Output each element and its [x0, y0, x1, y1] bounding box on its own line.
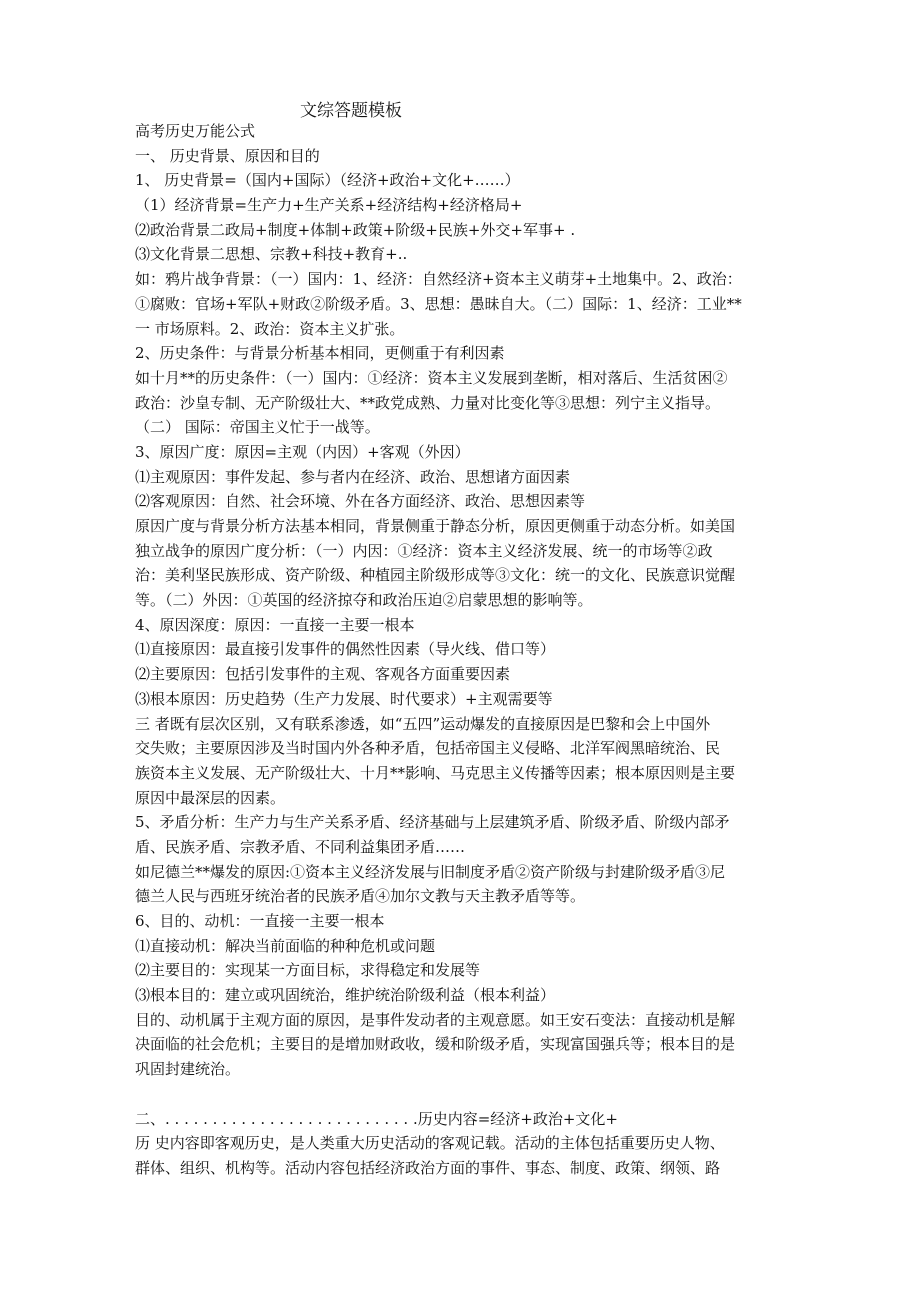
document-title: 文综答题模板	[300, 101, 402, 121]
text-line: 交失败；主要原因涉及当时国内外各种矛盾，包括帝国主义侵略、北洋军阀黑暗统治、民	[135, 739, 721, 758]
text-line: ⑶根本目的：建立或巩固统治，维护统治阶级利益（根本利益）	[135, 986, 556, 1005]
text-line: ⑵客观原因：自然、社会环境、外在各方面经济、政治、思想因素等	[135, 492, 586, 511]
text-line: 独立战争的原因广度分析：（一）内因：①经济：资本主义经济发展、统一的市场等②政	[135, 541, 713, 560]
text-line: ⑵主要原因：包括引发事件的主观、客观各方面重要因素	[135, 665, 511, 684]
text-line: 如十月**的历史条件：（一）国内：①经济：资本主义发展到垄断，相对落后、生活贫困②	[135, 368, 728, 387]
text-line: 3、原因广度：原因=主观（内因）+客观（外因）	[135, 442, 470, 461]
text-line: 目的、动机属于主观方面的原因，是事件发动者的主观意愿。如王安石变法：直接动机是解	[135, 1010, 736, 1029]
text-line: ①腐败：官场+军队+财政②阶级矛盾。3、思想：愚昧自大。（二）国际：1、经济：工业**	[135, 294, 742, 313]
text-line: 三 者既有层次区别，又有联系渗透，如“五四”运动爆发的直接原因是巴黎和会上中国外	[135, 714, 711, 733]
text-line: 政治：沙皇专制、无产阶级壮大、**政党成熟、力量对比变化等③思想：列宁主义指导。	[135, 393, 721, 412]
text-line: 1、 历史背景=（国内+国际）（经济+政治+文化+……）	[135, 171, 520, 190]
text-line: 等。（二）外因：①英国的经济掠夺和政治压迫②启蒙思想的影响等。	[135, 591, 593, 610]
text-line: （1）经济背景=生产力+生产关系+经济结构+经济格局+	[135, 196, 523, 215]
document-body	[135, 119, 800, 1181]
text-line: ⑵主要目的：实现某一方面目标，求得稳定和发展等	[135, 961, 481, 980]
blank-line	[135, 1082, 800, 1107]
text-line: 历 史内容即客观历史，是人类重大历史活动的客观记载。活动的主体包括重要历史人物、	[135, 1134, 725, 1153]
text-line: ⑶文化背景二思想、宗教+科技+教育+..	[135, 245, 408, 264]
text-line: 2、历史条件：与背景分析基本相同，更侧重于有利因素	[135, 344, 505, 363]
text-line: 原因广度与背景分析方法基本相同，背景侧重于静态分析，原因更侧重于动态分析。如美国	[135, 517, 736, 535]
text-line: ⑴直接原因：最直接引发事件的偶然性因素（导火线、借口等）	[135, 640, 556, 659]
text-line: 二、. . . . . . . . . . . . . . . . . . . . . . . . . . .历史内容=经济+政治+文化+	[135, 1109, 618, 1128]
text-line: 族资本主义发展、无产阶级壮大、十月**影响、马克思主义传播等因素；根本原因则是主要	[135, 763, 736, 782]
text-line: ⑴直接动机：解决当前面临的种种危机或问题	[135, 936, 436, 955]
text-line: 决面临的社会危机；主要目的是增加财政收，缓和阶级矛盾，实现富国强兵等；根本目的是	[135, 1035, 736, 1054]
text-line: 如尼德兰**爆发的原因:①资本主义经济发展与旧制度矛盾②资产阶级与封建阶级矛盾③尼	[135, 862, 726, 881]
text-line: ⑴主观原因：事件发起、参与者内在经济、政治、思想诸方面因素	[135, 467, 571, 486]
text-line: 4、原因深度：原因：一直接一主要一根本	[135, 615, 415, 634]
text-line: 一 市场原料。2、政治：资本主义扩张。	[135, 319, 405, 338]
text-line: 6、目的、动机：一直接一主要一根本	[135, 912, 385, 930]
text-line: ⑶根本原因：历史趋势（生产力发展、时代要求）+主观需要等	[135, 689, 553, 708]
text-line: 盾、民族矛盾、宗教矛盾、不同利益集团矛盾……	[135, 837, 466, 856]
text-line: 高考历史万能公式	[135, 122, 256, 140]
text-line: 5、矛盾分析：生产力与生产关系矛盾、经济基础与上层建筑矛盾、阶级矛盾、阶级内部矛	[135, 813, 730, 832]
text-line: ⑵政治背景二政局+制度+体制+政策+阶级+民族+外交+军事+ .	[135, 220, 576, 239]
text-line: （二） 国际：帝国主义忙于一战等。	[135, 418, 380, 437]
text-line: 德兰人民与西班牙统治者的民族矛盾④加尔文教与天主教矛盾等等。	[135, 887, 586, 906]
text-line: 一、 历史背景、原因和目的	[135, 146, 320, 165]
text-line: 如：鸦片战争背景：（一）国内：1、经济：自然经济+资本主义萌芽+土地集中。2、政治：	[135, 270, 742, 289]
text-line: 群体、组织、机构等。活动内容包括经济政治方面的事件、事态、制度、政策、纲领、路	[135, 1158, 721, 1177]
text-line: 原因中最深层的因素。	[135, 788, 286, 807]
text-line: 巩固封建统治。	[135, 1060, 241, 1079]
text-line: 治：美利坚民族形成、资产阶级、种植园主阶级形成等③文化：统一的文化、民族意识觉醒	[135, 566, 736, 585]
